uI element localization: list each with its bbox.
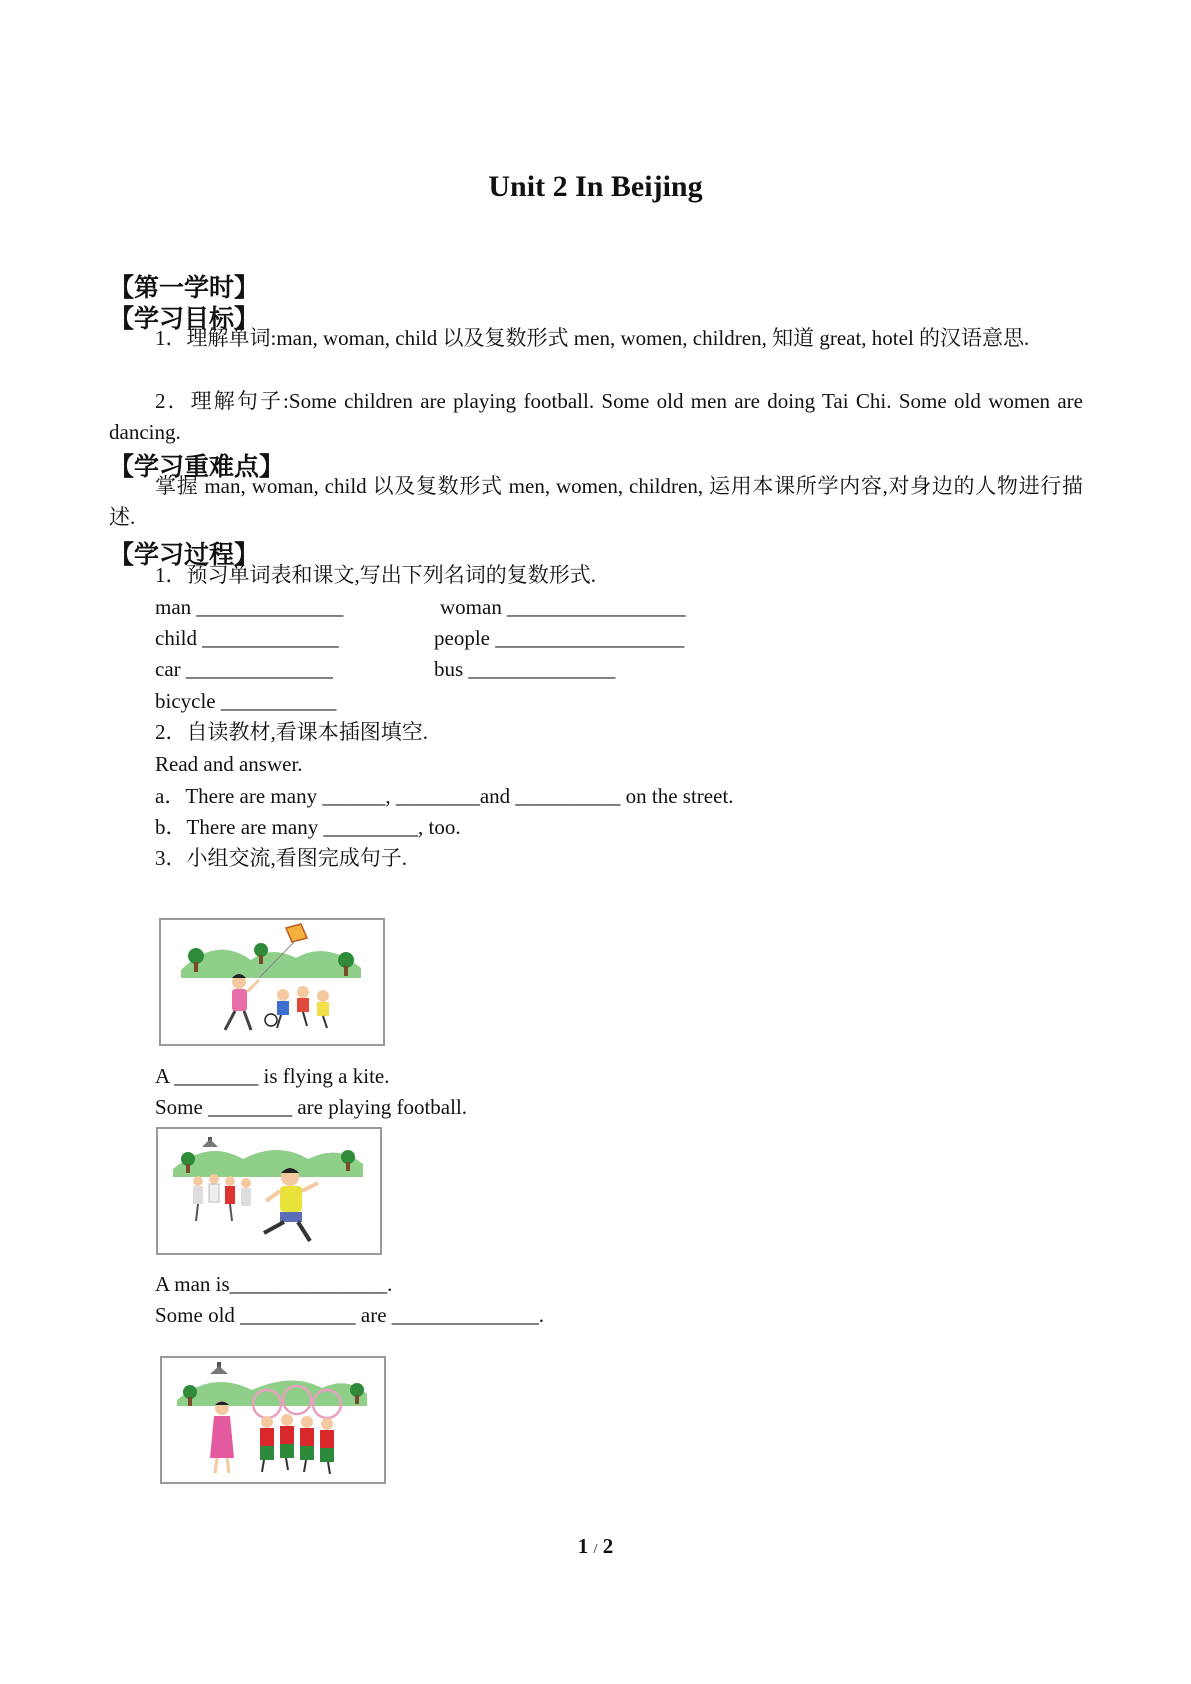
word-man: man ______________	[155, 595, 344, 619]
word-child: child _____________	[155, 626, 339, 650]
sentence-old: Some old ___________ are ______________.	[155, 1303, 545, 1327]
page-separator: /	[593, 1542, 598, 1557]
sentence-football: Some ________ are playing football.	[155, 1095, 468, 1119]
step-3: 3．小组交流,看图完成句子.	[155, 846, 407, 870]
heading-keypoints: 【学习重难点】	[109, 452, 285, 481]
running-man-illustration	[158, 1129, 380, 1253]
question-a: a．There are many ______, ________and __________ on the street.	[155, 784, 734, 808]
question-b: b．There are many _________, too.	[155, 815, 461, 839]
word-bicycle: bicycle ___________	[155, 689, 337, 713]
step-2: 2．自读教材,看课本插图填空.	[155, 720, 428, 744]
word-car: car ______________	[155, 657, 333, 681]
sentence-man: A man is_______________.	[155, 1272, 393, 1296]
keypoints-text: 掌握 man, woman, child 以及复数形式 men, women, children, 运用本课所学内容,对身边的人物进行描述.	[109, 474, 1083, 529]
heading-process: 【学习过程】	[109, 540, 260, 569]
dancing-women-illustration	[162, 1358, 384, 1482]
page-number	[0, 1534, 1191, 1559]
dancing-women-picture	[160, 1356, 386, 1484]
kite-football-picture	[159, 918, 385, 1046]
sentence-kite: A ________ is flying a kite.	[155, 1064, 390, 1088]
kite-football-illustration	[161, 920, 383, 1044]
page-title: Unit 2 In Beijing	[488, 170, 703, 203]
word-woman: woman _________________	[440, 595, 686, 619]
word-bus: bus ______________	[434, 657, 616, 681]
heading-lesson: 【第一学时】	[109, 273, 260, 302]
page-total: 2	[602, 1534, 614, 1558]
running-man-picture	[156, 1127, 382, 1255]
read-and-answer: Read and answer.	[155, 752, 303, 776]
step-1: 1．预习单词表和课文,写出下列名词的复数形式.	[155, 563, 596, 587]
goal-2: 2．理解句子:Some children are playing football. Some old men are doing Tai Chi. Some old women are dancing.	[109, 389, 1083, 444]
heading-goals: 【学习目标】	[109, 304, 260, 333]
page-current: 1	[577, 1534, 589, 1558]
goal-1: 1．理解单词:man, woman, child 以及复数形式 men, women, children, 知道 great, hotel 的汉语意思.	[155, 326, 1030, 350]
word-people: people __________________	[434, 626, 685, 650]
